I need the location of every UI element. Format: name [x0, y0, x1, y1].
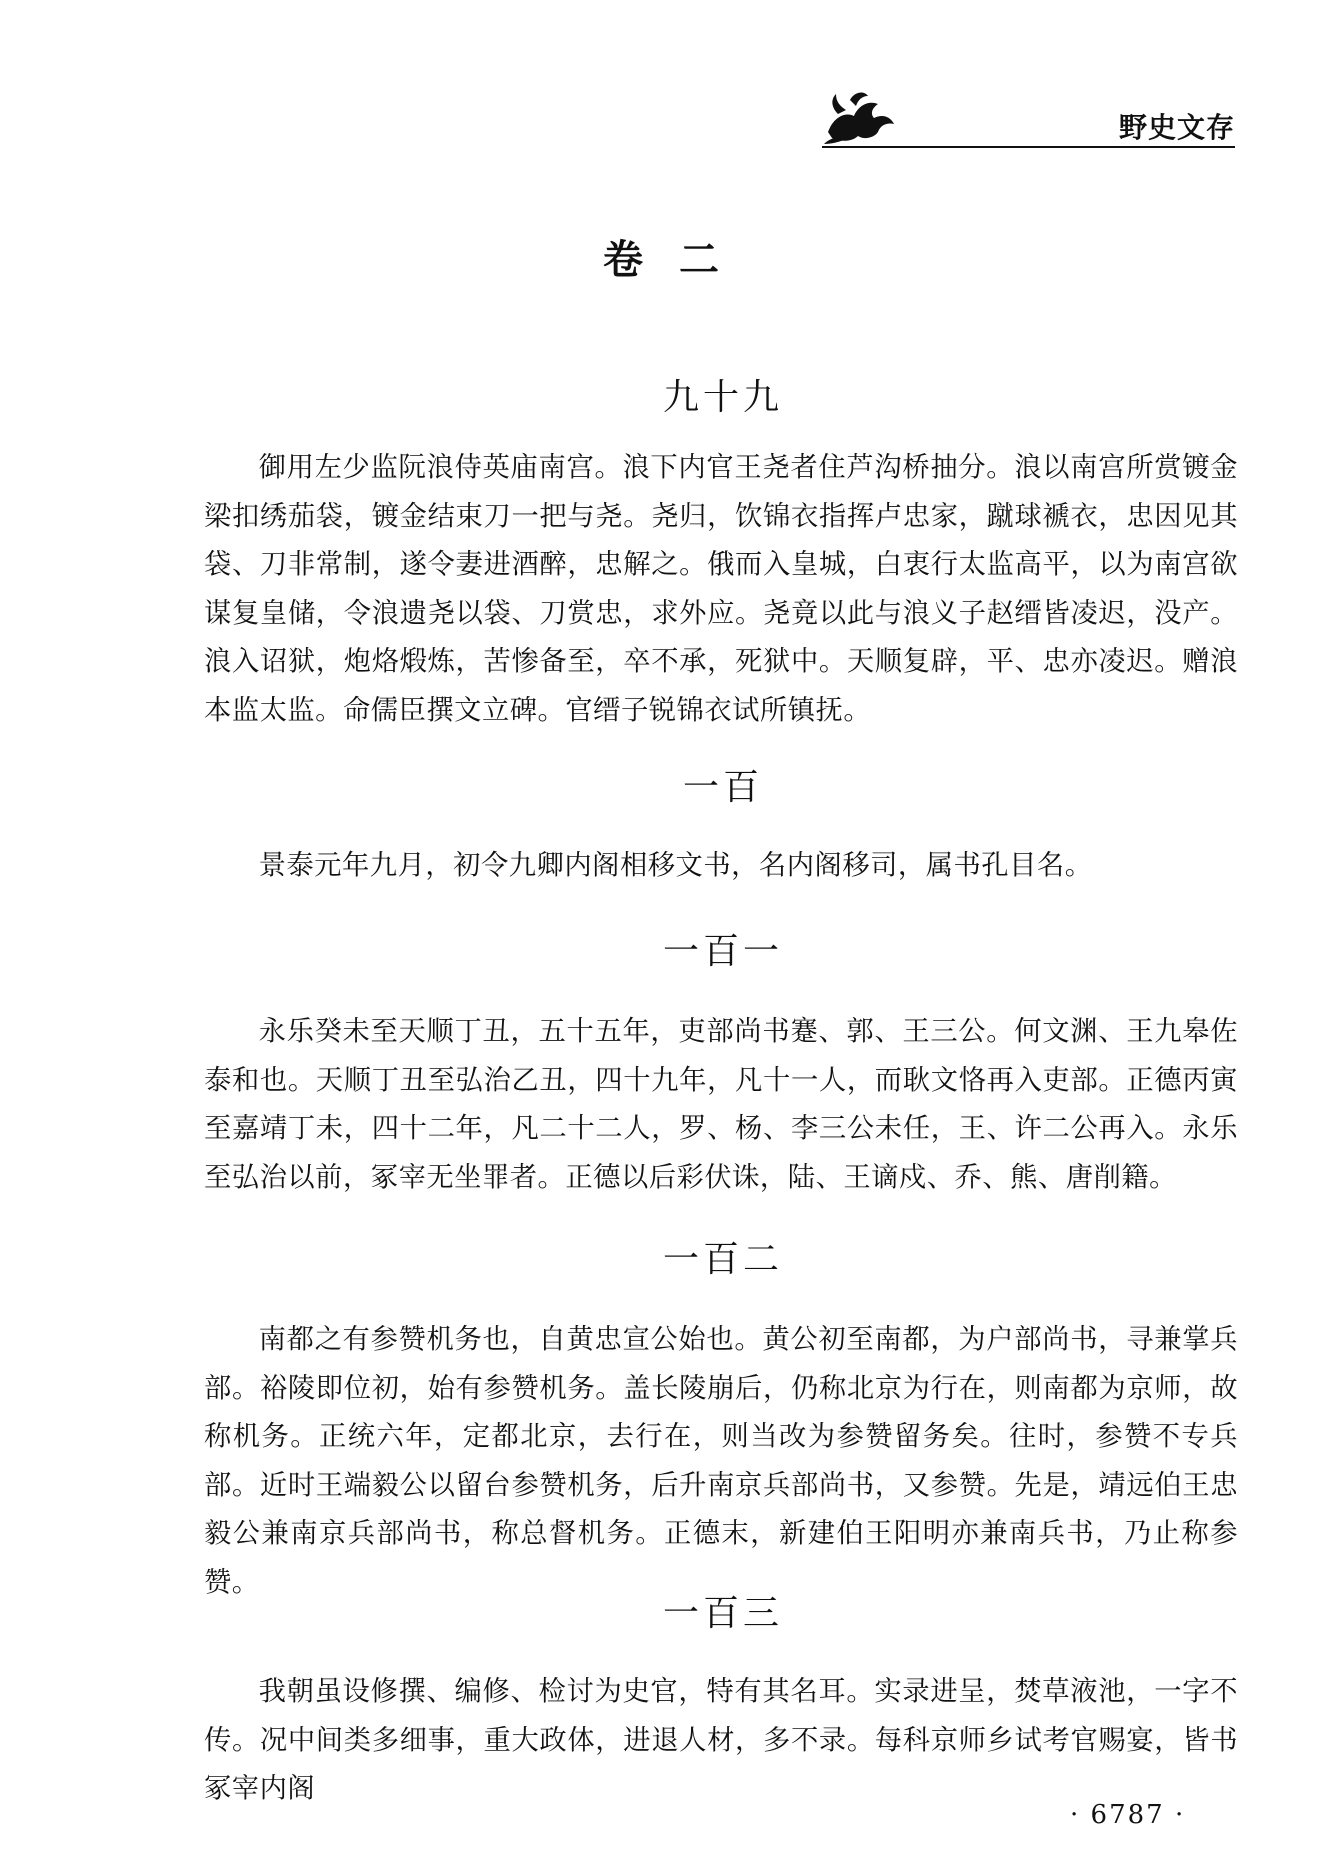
section-title: 一百 — [682, 767, 763, 808]
section-title: 一百三 — [662, 1593, 783, 1634]
section-99 — [204, 376, 1238, 735]
series-title: 野史文存 — [1118, 111, 1235, 144]
header-rule — [822, 146, 1235, 148]
dragon-emblem-icon — [820, 86, 900, 148]
section-title: 九十九 — [662, 377, 783, 418]
page-number: · 6787 · — [1070, 1800, 1186, 1830]
section-text: 永乐癸未至天顺丁丑，五十五年，吏部尚书蹇、郭、王三公。何文渊、王九皋佐泰和也。天顺丁丑至弘治乙丑，四十九年，凡十一人，而耿文恪再入吏部。正德丙寅至嘉靖丁未，四十二年，凡二十二人，罗、杨、李三公未任，王、许二公再入。永乐至弘治以前，冢宰无坐罪者。正德以后彩伏诛，陆、王谪戍、乔、熊、唐削籍。 — [204, 1016, 1238, 1193]
section-103 — [204, 1592, 1238, 1814]
section-text: 我朝虽设修撰、编修、检讨为史官，特有其名耳。实录进呈，焚草液池，一字不传。况中间类多细事，重大政体，进退人材，多不录。每科京师乡试考官赐宴，皆书冢宰内阁 — [204, 1676, 1238, 1804]
running-header — [820, 86, 1235, 152]
section-title: 一百二 — [662, 1239, 783, 1280]
section-text: 御用左少监阮浪侍英庙南宫。浪下内官王尧者住芦沟桥抽分。浪以南宫所赏镀金梁扣绣茄袋，镀金结束刀一把与尧。尧归，饮锦衣指挥卢忠家，蹴球褫衣，忠因见其袋、刀非常制，遂令妻进酒醉，忠解之。俄而入皇城，白衷行太监高平，以为南宫欲谋复皇储，令浪遗尧以袋、刀赏忠，求外应。尧竟以此与浪义子赵缙皆凌迟，没产。浪入诏狱，炮烙煅炼，苦惨备至，卒不承，死狱中。天顺复辟，平、忠亦凌迟。赠浪本监太监。命儒臣撰文立碑。官缙子锐锦衣试所镇抚。 — [204, 452, 1238, 726]
section-101 — [204, 930, 1238, 1202]
section-text: 南都之有参赞机务也，自黄忠宣公始也。黄公初至南都，为户部尚书，寻兼掌兵部。裕陵即位初，始有参赞机务。盖长陵崩后，仍称北京为行在，则南都为京师，故称机务。正统六年，定都北京，去行在，则当改为参赞留务矣。往时，参赞不专兵部。近时王端毅公以留台参赞机务，后升南京兵部尚书，又参赞。先是，靖远伯王忠毅公兼南京兵部尚书，称总督机务。正德末，新建伯王阳明亦兼南兵书，乃止称参赞。 — [204, 1324, 1238, 1598]
section-102 — [204, 1238, 1238, 1607]
section-text: 景泰元年九月，初令九卿内阁相移文书，名内阁移司，属书孔目名。 — [258, 850, 1093, 881]
section-title: 一百一 — [662, 931, 783, 972]
section-100 — [204, 766, 1238, 891]
volume-title: 卷二 — [603, 237, 755, 283]
